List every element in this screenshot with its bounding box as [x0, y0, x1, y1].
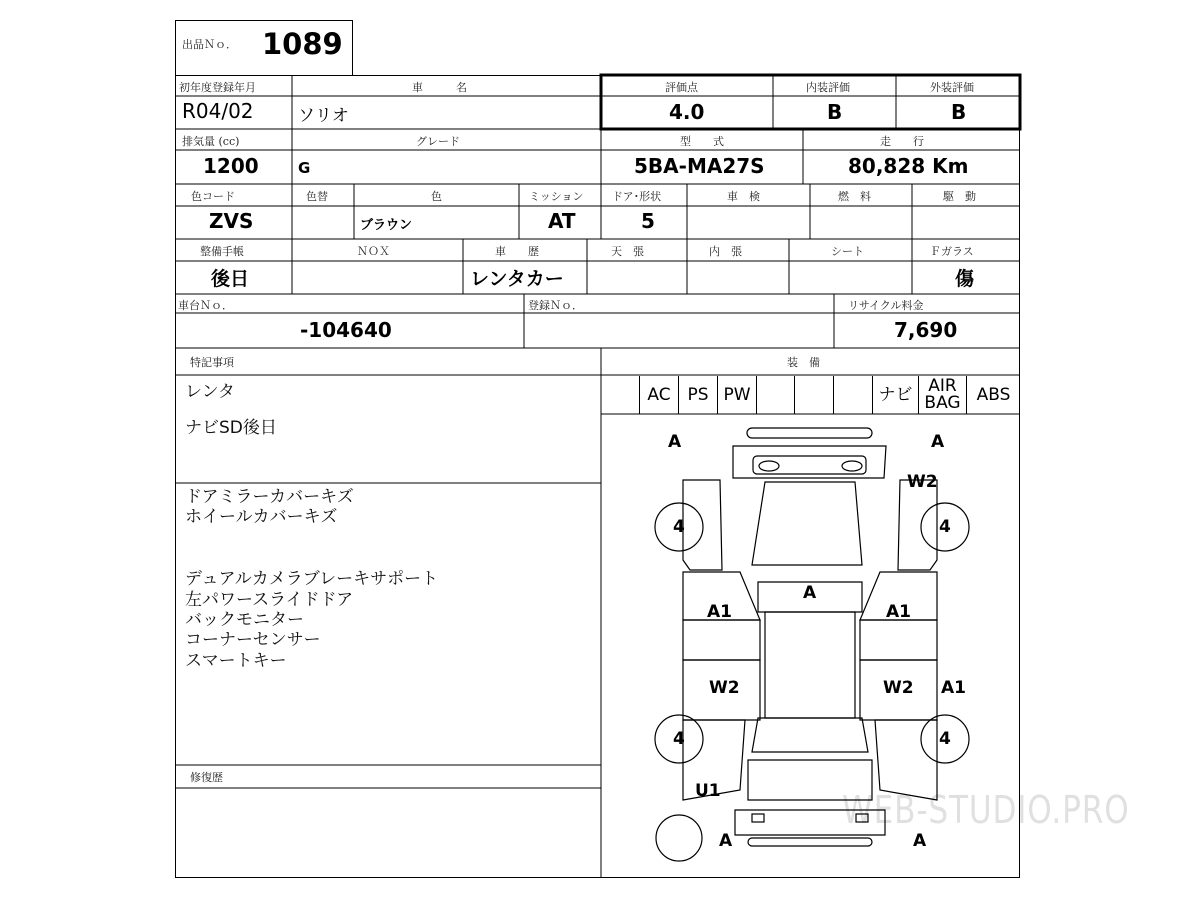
- exterior-grade-label: 外装評価: [930, 81, 974, 94]
- notes-line-1: レンタ: [185, 382, 235, 402]
- color-label: 色: [431, 190, 442, 203]
- score-label: 評価点: [665, 81, 698, 94]
- lot-number: 1089: [262, 27, 343, 61]
- damage-mark-roof: A: [803, 583, 817, 603]
- chassis-number: -104640: [300, 318, 392, 342]
- equipment-label: 装 備: [787, 356, 820, 369]
- exterior-grade: B: [951, 100, 967, 124]
- color-code: ZVS: [209, 209, 254, 233]
- vehicle-history: レンタカー: [470, 268, 564, 290]
- damage-mark-tire-rear-right: 4: [939, 729, 951, 749]
- chassis-number-label: 車台Ｎｏ．: [178, 299, 233, 312]
- notes-block-3-line-4: コーナーセンサー: [185, 630, 321, 650]
- damage-mark-right-mirror: W2: [907, 472, 938, 492]
- damage-mark-rear-door-right: W2: [883, 678, 914, 698]
- equipment-item-airbag: AIR BAG: [918, 376, 966, 414]
- door-shape-label: ドア･形状: [612, 190, 662, 203]
- notes-block-3-line-3: バックモニター: [185, 610, 304, 630]
- service-book-label: 整備手帳: [200, 245, 244, 258]
- damage-mark-rear-door-left: W2: [709, 678, 740, 698]
- roof-lining-label: 天 張: [611, 245, 644, 258]
- equipment-item-pw: PW: [717, 376, 756, 414]
- notes-block-2-line-2: ホイールカバーキズ: [185, 507, 338, 527]
- equipment-item-ac: AC: [639, 376, 678, 414]
- color-code-label: 色コード: [191, 190, 235, 203]
- damage-mark-rear-bumper-left: U1: [695, 781, 721, 801]
- damage-mark-tire-rear-left: 4: [673, 729, 685, 749]
- inspection-label: 車 検: [727, 190, 760, 203]
- repair-history-label: 修復歴: [190, 771, 223, 784]
- front-glass: 傷: [955, 268, 975, 290]
- damage-mark-tire-front-right: 4: [939, 517, 951, 537]
- notes-label: 特記事項: [190, 356, 234, 369]
- damage-mark-rear-right: A: [913, 831, 927, 851]
- equipment-item-navi: ナビ: [872, 376, 918, 414]
- doors: 5: [641, 209, 655, 233]
- interior-grade-label: 内装評価: [806, 81, 850, 94]
- color: ブラウン: [360, 218, 413, 233]
- grade-label: グレード: [416, 135, 460, 148]
- repaint-label: 色替: [306, 190, 328, 203]
- registration-number-label: 登録Ｎｏ．: [528, 299, 583, 312]
- car-name-label: 車 名: [412, 81, 467, 94]
- model-code-label: 型 式: [680, 135, 724, 148]
- lot-number-label: 出品Ｎｏ．: [182, 38, 237, 51]
- equipment-item-abs: ABS: [966, 376, 1020, 414]
- damage-mark-front-door-right: A1: [886, 602, 911, 622]
- fuel-label: 燃 料: [838, 190, 871, 203]
- reg-date-label: 初年度登録年月: [179, 81, 256, 94]
- interior-trim-label: 内 張: [709, 245, 742, 258]
- history-label: 車 歴: [495, 245, 539, 258]
- reg-date: R04/02: [182, 99, 254, 123]
- damage-mark-tire-front-left: 4: [673, 517, 685, 537]
- car-name: ソリオ: [298, 106, 349, 126]
- mission-label: ミッション: [529, 190, 584, 203]
- drive-label: 駆 動: [943, 190, 976, 203]
- watermark: WEB-STUDIO.PRO: [842, 788, 1130, 832]
- grade: G: [298, 159, 311, 177]
- nox-label: ＮＯＸ: [357, 245, 390, 258]
- damage-mark-rear-left: A: [719, 831, 733, 851]
- recycle-fee-label: リサイクル料金: [848, 299, 924, 312]
- notes-line-2: ナビSD後日: [185, 418, 277, 438]
- mission: AT: [548, 209, 576, 233]
- displacement: 1200: [203, 154, 259, 178]
- score: 4.0: [669, 100, 705, 124]
- equipment-item-ps: PS: [678, 376, 717, 414]
- interior-grade: B: [827, 100, 843, 124]
- displacement-label: 排気量 (cc): [182, 135, 240, 148]
- recycle-fee: 7,690: [894, 318, 958, 342]
- damage-mark-front-left: A: [668, 432, 682, 452]
- damage-mark-front-door-left: A1: [707, 602, 732, 622]
- damage-mark-rear-quarter-right: A1: [941, 678, 966, 698]
- damage-mark-front-right: A: [931, 432, 945, 452]
- service-book: 後日: [211, 268, 250, 290]
- notes-block-2-line-1: ドアミラーカバーキズ: [185, 487, 354, 507]
- model-code: 5BA-MA27S: [634, 154, 765, 178]
- mileage: 80,828 Km: [848, 154, 969, 178]
- mileage-label: 走 行: [880, 135, 924, 148]
- notes-block-3-line-1: デュアルカメラブレーキサポート: [185, 569, 439, 589]
- notes-block-3-line-5: スマートキー: [185, 651, 287, 671]
- front-glass-label: Ｆガラス: [930, 245, 974, 258]
- notes-block-3-line-2: 左パワースライドドア: [185, 590, 354, 610]
- seat-label: シート: [831, 245, 864, 258]
